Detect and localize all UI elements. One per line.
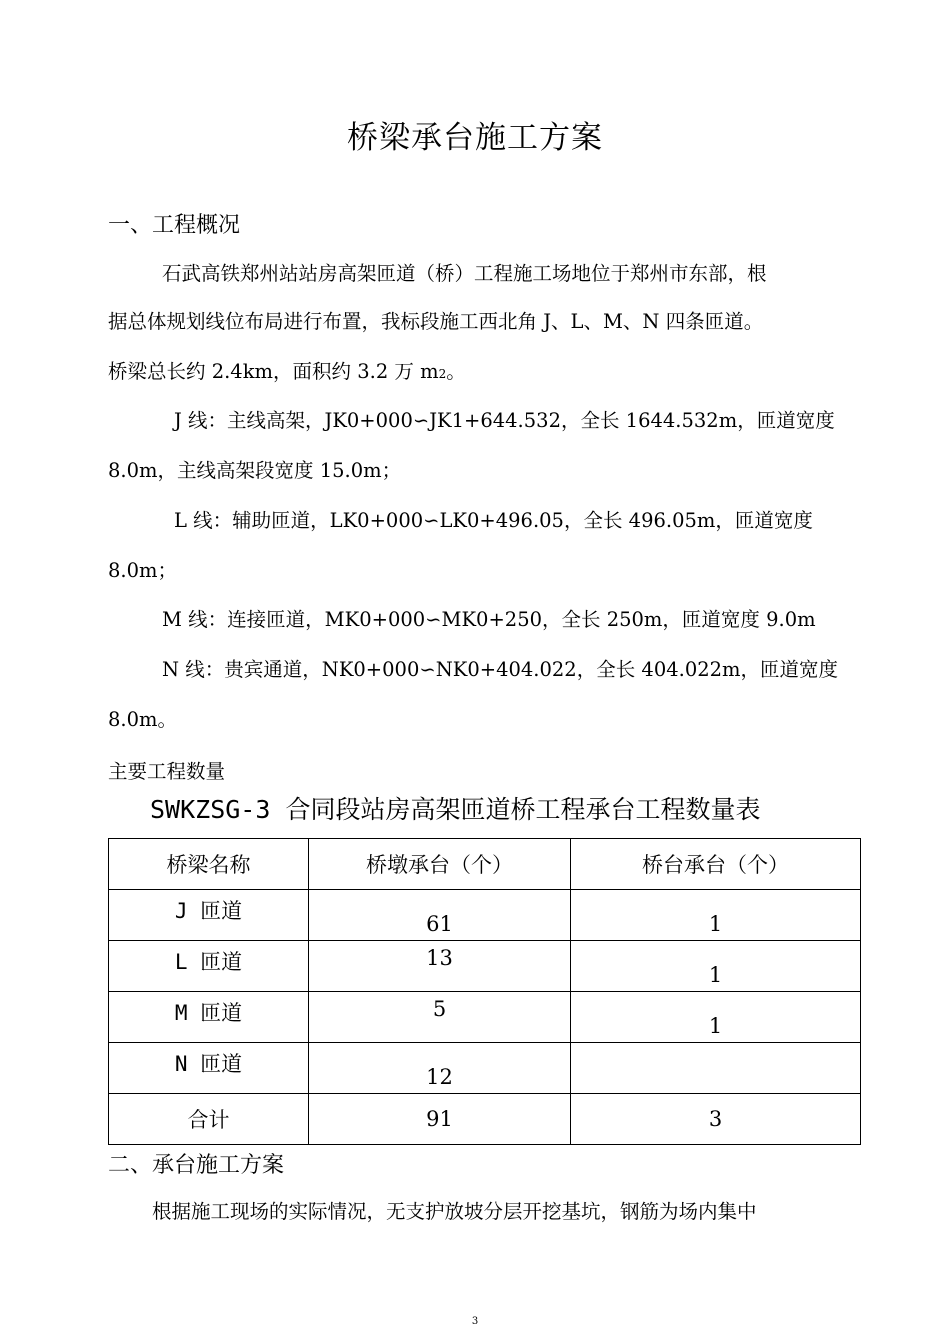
- intro-line-3-text: 桥梁总长约 2.4km，面积约 3.2 万 m: [108, 360, 439, 383]
- table-row: [109, 941, 861, 992]
- row-abutment-count: [571, 1043, 861, 1094]
- row-name: M 匝道: [109, 992, 309, 1043]
- page-number: 3: [471, 1316, 479, 1327]
- table-row: [109, 1043, 861, 1094]
- quantity-table: [108, 838, 861, 1145]
- row-pier-count: 5: [309, 992, 571, 1043]
- section-2-heading: 二、承台施工方案: [108, 1153, 285, 1178]
- row-name: L 匝道: [109, 941, 309, 992]
- quantity-label: 主要工程数量: [108, 760, 226, 783]
- line-l-2: 8.0m；: [108, 559, 178, 582]
- section-2-text: 根据施工现场的实际情况，无支护放坡分层开挖基坑，钢筋为场内集中: [152, 1200, 757, 1223]
- row-pier-count: 61: [309, 890, 571, 941]
- table-row: [109, 890, 861, 941]
- row-abutment-count: 1: [571, 992, 861, 1043]
- table-row: [109, 992, 861, 1043]
- line-j-2: 8.0m，主线高架段宽度 15.0m；: [108, 459, 402, 482]
- table-header-row: [109, 839, 861, 890]
- line-n-1: N 线：贵宾通道，NK0+000∽NK0+404.022，全长 404.022m，匝道宽度: [162, 658, 839, 681]
- row-abutment-count: 1: [571, 941, 861, 992]
- intro-line-3-end: 。: [446, 360, 466, 383]
- line-l-1: L 线：辅助匝道，LK0+000∽LK0+496.05，全长 496.05m，匝道宽度: [174, 509, 813, 532]
- page-title: 桥梁承台施工方案: [347, 120, 603, 156]
- intro-line-3: [108, 356, 466, 384]
- table-total-row: [109, 1094, 861, 1145]
- row-name: J 匝道: [109, 890, 309, 941]
- table-caption: SWKZSG-3 合同段站房高架匝道桥工程承台工程数量表: [150, 795, 761, 824]
- intro-line-2: 据总体规划线位布局进行布置，我标段施工西北角 J、L、M、N 四条匝道。: [108, 310, 764, 333]
- row-abutment-count: 1: [571, 890, 861, 941]
- section-1-heading: 一、工程概况: [108, 213, 241, 238]
- line-j-1: J 线：主线高架，JK0+000∽JK1+644.532，全长 1644.532m，匝道宽度: [174, 409, 835, 432]
- row-pier-count: 13: [309, 941, 571, 992]
- total-abutment-count: 3: [571, 1094, 861, 1145]
- header-pier-caps: 桥墩承台（个）: [309, 839, 571, 890]
- total-label: 合计: [109, 1094, 309, 1145]
- header-bridge-name: 桥梁名称: [109, 839, 309, 890]
- line-n-2: 8.0m。: [108, 708, 178, 731]
- row-name: N 匝道: [109, 1043, 309, 1094]
- row-pier-count: 12: [309, 1043, 571, 1094]
- area-unit-superscript: 2: [438, 367, 447, 381]
- line-m: M 线：连接匝道，MK0+000∽MK0+250，全长 250m，匝道宽度 9.0m: [162, 608, 816, 631]
- header-abutment-caps: 桥台承台（个）: [571, 839, 861, 890]
- intro-line-1: 石武高铁郑州站站房高架匝道（桥）工程施工场地位于郑州市东部，根: [162, 262, 767, 285]
- total-pier-count: 91: [309, 1094, 571, 1145]
